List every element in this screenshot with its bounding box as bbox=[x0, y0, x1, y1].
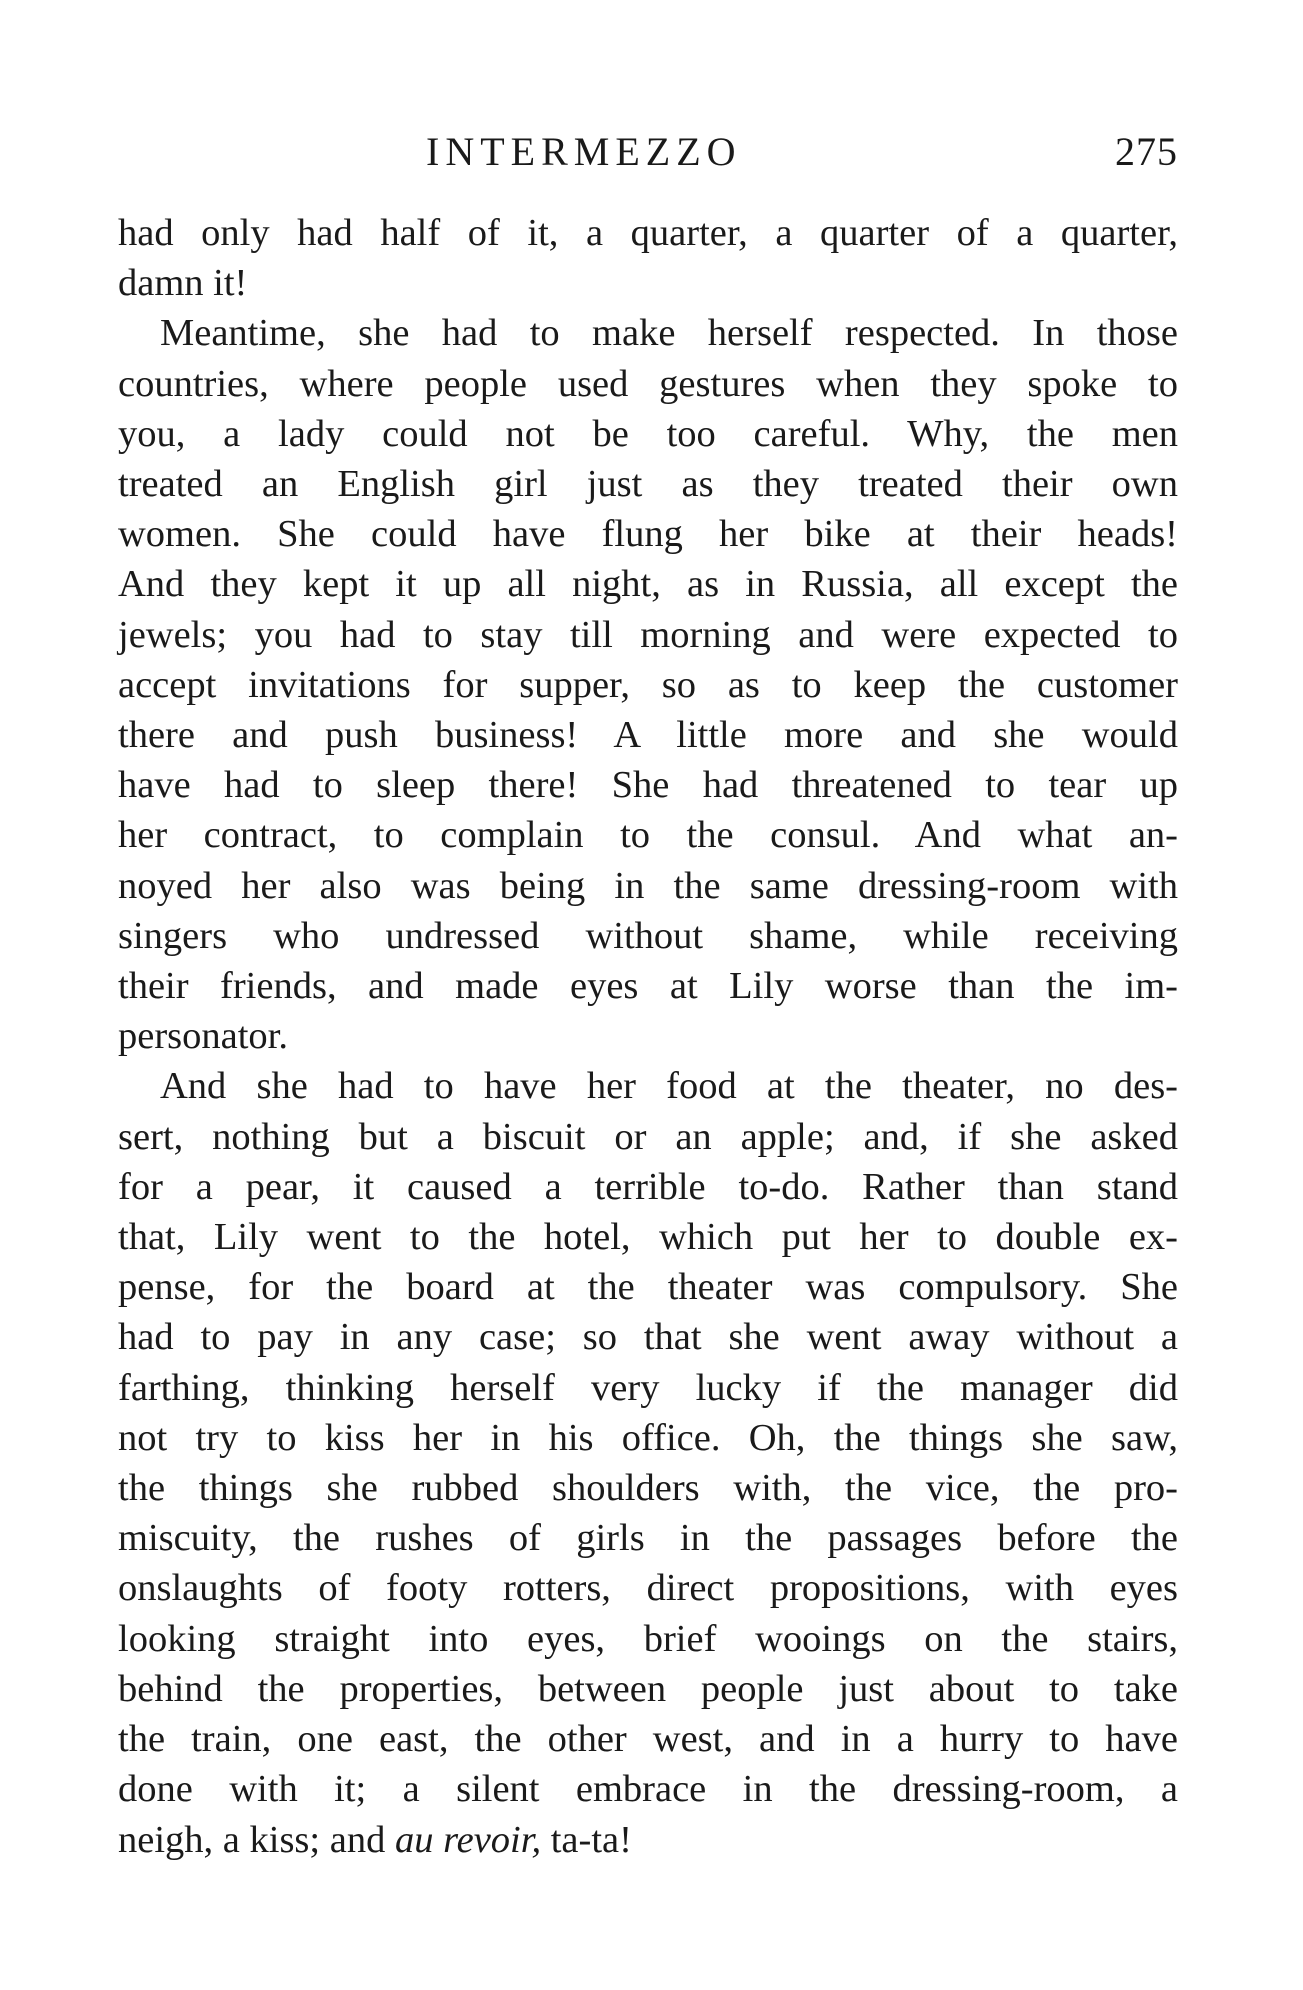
final-line-italic: au revoir, bbox=[394, 1818, 542, 1861]
text-line: done with it; a silent embrace in the dressing-room, a bbox=[118, 1768, 1178, 1811]
text-line: for a pear, it caused a terrible to-do. Rather than stand bbox=[118, 1165, 1178, 1208]
text-line: treated an English girl just as they treated their own bbox=[118, 463, 1178, 506]
text-line: there and push business! A little more and she would bbox=[118, 714, 1178, 757]
text-line: her contract, to complain to the consul. And what an- bbox=[118, 814, 1178, 857]
text-line: pense, for the board at the theater was compulsory. She bbox=[118, 1266, 1178, 1309]
text-line: had to pay in any case; so that she went away without a bbox=[118, 1316, 1178, 1359]
text-line: looking straight into eyes, brief wooings on the stairs, bbox=[118, 1617, 1178, 1660]
text-line: the train, one east, the other west, and in a hurry to have bbox=[118, 1718, 1178, 1761]
text-line: personator. bbox=[118, 1015, 288, 1058]
text-line: singers who undressed without shame, while receiving bbox=[118, 914, 1178, 957]
body-text bbox=[118, 208, 1178, 1865]
text-line: have had to sleep there! She had threatened to tear up bbox=[118, 764, 1178, 807]
text-line: damn it! bbox=[118, 262, 248, 305]
text-line: noyed her also was being in the same dressing-room with bbox=[118, 864, 1178, 907]
text-line: had only had half of it, a quarter, a quarter of a quarter, bbox=[118, 212, 1178, 254]
text-line: jewels; you had to stay till morning and were expected to bbox=[118, 613, 1178, 656]
text-line: you, a lady could not be too careful. Why, the men bbox=[118, 412, 1178, 455]
text-line: Meantime, she had to make herself respected. In those bbox=[160, 312, 1178, 355]
text-line: behind the properties, between people just about to take bbox=[118, 1667, 1178, 1710]
page-number: 275 bbox=[1115, 129, 1178, 174]
text-line: And she had to have her food at the theater, no des- bbox=[160, 1065, 1178, 1108]
text-line: miscuity, the rushes of girls in the passages before the bbox=[118, 1517, 1178, 1560]
text-line: onslaughts of footy rotters, direct propositions, with eyes bbox=[118, 1567, 1178, 1610]
running-title: INTERMEZZO bbox=[426, 129, 742, 174]
text-line: farthing, thinking herself very lucky if the manager did bbox=[118, 1366, 1178, 1409]
text-line: accept invitations for supper, so as to keep the customer bbox=[118, 663, 1178, 706]
running-head bbox=[118, 128, 1178, 178]
text-line: women. She could have flung her bike at their heads! bbox=[118, 513, 1178, 556]
final-line-after: ta-ta! bbox=[541, 1818, 632, 1861]
text-line-final bbox=[118, 1815, 1178, 1865]
text-lines bbox=[118, 208, 1178, 1815]
text-line: sert, nothing but a biscuit or an apple; and, if she asked bbox=[118, 1115, 1178, 1158]
text-line: their friends, and made eyes at Lily worse than the im- bbox=[118, 965, 1178, 1008]
text-line: that, Lily went to the hotel, which put her to double ex- bbox=[118, 1216, 1178, 1259]
text-line: the things she rubbed shoulders with, the vice, the pro- bbox=[118, 1467, 1178, 1510]
final-line-before: neigh, a kiss; and bbox=[118, 1818, 395, 1861]
text-line: not try to kiss her in his office. Oh, the things she saw, bbox=[118, 1416, 1178, 1459]
text-line: countries, where people used gestures when they spoke to bbox=[118, 362, 1178, 405]
text-line: And they kept it up all night, as in Russia, all except the bbox=[118, 563, 1178, 606]
